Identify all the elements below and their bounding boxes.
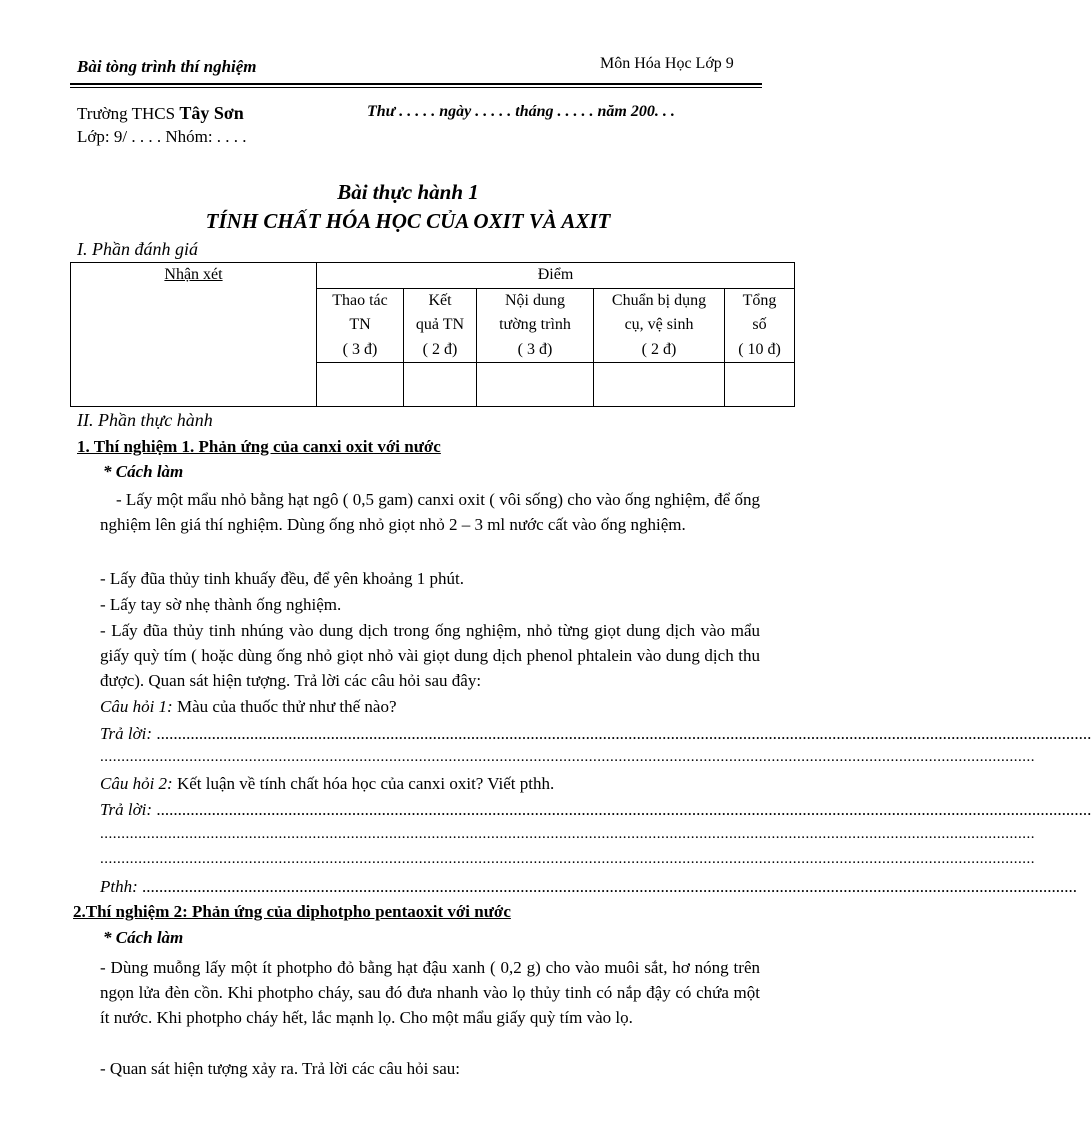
- question1-label: Câu hỏi 1:: [100, 697, 173, 716]
- answer1-label: Trả lời:: [100, 724, 153, 743]
- score-entry-preparation[interactable]: [594, 363, 725, 407]
- lab-subtitle: TÍNH CHẤT HÓA HỌC CỦA OXIT VÀ AXIT: [205, 209, 611, 233]
- score-entry-total[interactable]: [725, 363, 795, 407]
- question2: [100, 771, 760, 796]
- answer2-extra-line-2[interactable]: ............................................................................................................................................................................................................................: [100, 851, 1035, 867]
- experiment1-step1: - Lấy một mẩu nhỏ bằng hạt ngô ( 0,5 gam) canxi oxit ( vôi sống) cho vào ống nghiệm, để ống nghiệm lên giá thí nghiệm. Dùng ống nhỏ giọt nhỏ 2 – 3 ml nước cất vào ống nghiệm.: [100, 490, 760, 534]
- experiment2-method-label: * Cách làm: [103, 928, 184, 947]
- question2-text: Kết luận về tính chất hóa học của canxi oxit? Viết pthh.: [172, 774, 555, 793]
- section-practice-heading: II. Phần thực hành: [77, 410, 213, 430]
- score-col-report: Nội dung tường trình ( 3 đ): [477, 288, 594, 363]
- remark-cell: [71, 263, 317, 407]
- header-subject: Môn Hóa Học Lớp 9: [600, 55, 734, 72]
- experiment1-step2: - Lấy đũa thủy tinh khuấy đều, để yên khoảng 1 phút.: [100, 569, 465, 588]
- question1: [100, 694, 760, 719]
- experiment2-step2: - Quan sát hiện tượng xảy ra. Trả lời các câu hỏi sau:: [100, 1059, 461, 1078]
- answer1-line[interactable]: [100, 721, 1091, 746]
- score-entry-operation[interactable]: [317, 363, 404, 407]
- pthh-dots: ............................................................................................................................................................................................................................: [137, 877, 1078, 896]
- question2-label: Câu hỏi 2:: [100, 774, 173, 793]
- answer2-dots: ............................................................................................................................................................................................................................: [152, 800, 1091, 819]
- date-line: Thư . . . . . ngày . . . . . tháng . . . . . năm 200. . .: [367, 103, 675, 120]
- pthh-line[interactable]: [100, 874, 1078, 899]
- score-header: Điểm: [317, 263, 795, 289]
- evaluation-table: [70, 262, 795, 407]
- score-col-result: Kết quả TN ( 2 đ): [404, 288, 477, 363]
- section-evaluation-heading: I. Phần đánh giá: [77, 239, 198, 259]
- score-col-operation: Thao tác TN ( 3 đ): [317, 288, 404, 363]
- answer2-extra-line-1[interactable]: ............................................................................................................................................................................................................................: [100, 826, 1035, 842]
- experiment1-step3: - Lấy tay sờ nhẹ thành ống nghiệm.: [100, 595, 342, 614]
- question1-text: Màu của thuốc thử như thế nào?: [172, 697, 397, 716]
- school-line: [77, 103, 244, 124]
- answer2-label: Trả lời:: [100, 800, 153, 819]
- remark-header: Nhận xét: [164, 266, 223, 283]
- experiment1-title: 1. Thí nghiệm 1. Phản ứng của canxi oxit với nước: [77, 437, 441, 456]
- lab-title: Bài thực hành 1: [337, 180, 479, 204]
- header-divider: [70, 83, 762, 88]
- experiment1-step4: - Lấy đũa thủy tinh nhúng vào dung dịch trong ống nghiệm, nhỏ từng giọt dung dịch vào mẩu giấy quỳ tím ( hoặc dùng ống nhỏ giọt nhỏ vài giọt dung dịch phenol phtalein vào dung dịch thu được). Quan sát hiện tượng. Trả lời các câu hỏi sau đây:: [100, 621, 760, 690]
- answer1-dots: ............................................................................................................................................................................................................................: [152, 724, 1091, 743]
- experiment2-title: 2.Thí nghiệm 2: Phản ứng của diphotpho pentaoxit với nước: [73, 902, 511, 921]
- score-entry-report[interactable]: [477, 363, 594, 407]
- class-group-line: Lớp: 9/ . . . . Nhóm: . . . .: [77, 127, 247, 146]
- school-prefix: Trường THCS: [77, 104, 180, 123]
- answer1-extra-line[interactable]: ............................................................................................................................................................................................................................: [100, 749, 1035, 765]
- experiment1-method-label: * Cách làm: [103, 462, 184, 481]
- score-col-preparation: Chuẩn bị dụng cụ, vệ sinh ( 2 đ): [594, 288, 725, 363]
- experiment2-step1: - Dùng muỗng lấy một ít photpho đỏ bằng hạt đậu xanh ( 0,2 g) cho vào muôi sắt, hơ nóng trên ngọn lửa đèn cồn. Khi photpho cháy, sau đó đưa nhanh vào lọ thủy tinh có nắp đậy có chứa một ít nước. Khi photpho cháy hết, lắc mạnh lọ. Cho một mẩu giấy quỳ tím vào lọ.: [100, 958, 760, 1027]
- score-entry-result[interactable]: [404, 363, 477, 407]
- school-name: Tây Sơn: [179, 103, 244, 123]
- header-left-title: Bài tòng trình thí nghiệm: [77, 57, 257, 76]
- score-col-total: Tổng số ( 10 đ): [725, 288, 795, 363]
- answer2-line[interactable]: [100, 797, 1091, 822]
- pthh-label: Pthh:: [100, 877, 138, 896]
